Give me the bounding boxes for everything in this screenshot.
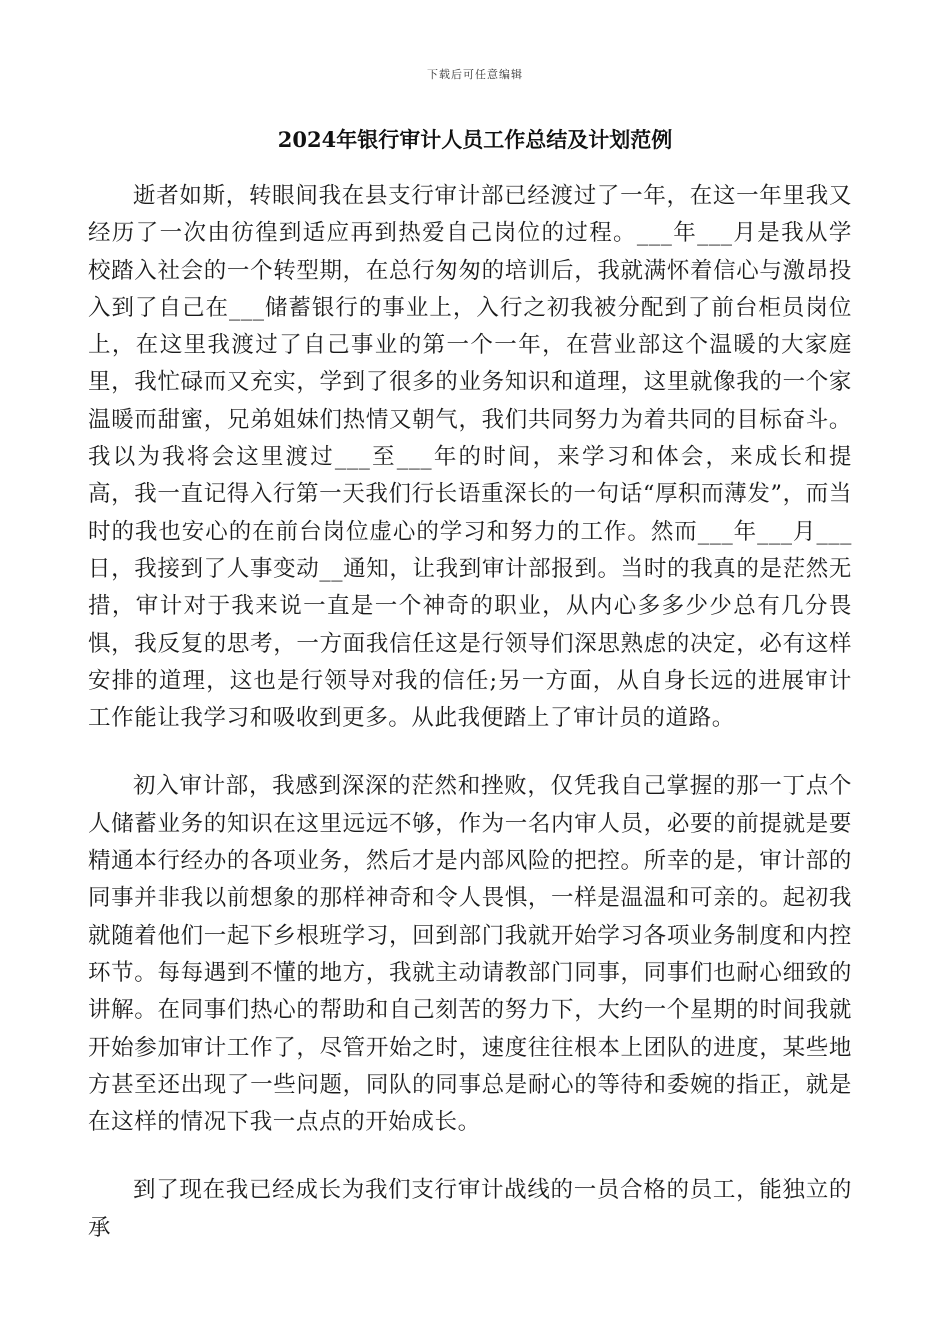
paragraph-3: 到了现在我已经成长为我们支行审计战线的一员合格的员工，能独立的承 (88, 1177, 852, 1241)
header-note: 下载后可任意编辑 (427, 68, 523, 81)
document-title: 2024年银行审计人员工作总结及计划范例 (277, 127, 673, 152)
paragraph-2: 初入审计部，我感到深深的茫然和挫败，仅凭我自己掌握的那一丁点个人储蓄业务的知识在这里远远不够，作为一名内审人员，必要的前提就是要精通本行经办的各项业务，然后才是内部风险的把控。所幸的是，审计部的同事并非我以前想象的那样神奇和令人畏惧，一样是温温和可亲的。起初我就随着他们一起下乡根班学习，回到部门我就开始学习各项业务制度和内控环节。每每遇到不懂的地方，我就主动请教部门同事，同事们也耐心细致的讲解。在同事们热心的帮助和自己刻苦的努力下，大约一个星期的时间我就开始参加审计工作了，尽管开始之时，速度往往根本上团队的进度，某些地方甚至还出现了一些问题，同队的同事总是耐心的等待和委婉的指正，就是在这样的情况下我一点点的开始成长。 (88, 773, 852, 1136)
paragraph-1: 逝者如斯，转眼间我在县支行审计部已经渡过了一年，在这一年里我又经历了一次由彷徨到适应再到热爱自己岗位的过程。___年___月是我从学校踏入社会的一个转型期，在总行匆匆的培训后，我就满怀着信心与激昂投入到了自己在___储蓄银行的事业上，入行之初我被分配到了前台柜员岗位上，在这里我渡过了自己事业的第一个一年，在营业部这个温暖的大家庭里，我忙碌而又充实，学到了很多的业务知识和道理，这里就像我的一个家温暖而甜蜜，兄弟姐妹们热情又朝气，我们共同努力为着共同的目标奋斗。我以为我将会这里渡过___至___年的时间，来学习和体会，来成长和提高，我一直记得入行第一天我们行长语重深长的一句话“厚积而薄发”，而当时的我也安心的在前台岗位虚心的学习和努力的工作。然而___年___月___日，我接到了人事变动__通知，让我到审计部报到。当时的我真的是茫然无措，审计对于我来说一直是一个神奇的职业，从内心多多少少总有几分畏惧，我反复的思考，一方面我信任这是行领导们深思熟虑的决定，必有这样安排的道理，这也是行领导对我的信任;另一方面，从自身长远的进展审计工作能让我学习和吸收到更多。从此我便踏上了审计员的道路。 (88, 183, 852, 732)
document-body (88, 178, 852, 1278)
